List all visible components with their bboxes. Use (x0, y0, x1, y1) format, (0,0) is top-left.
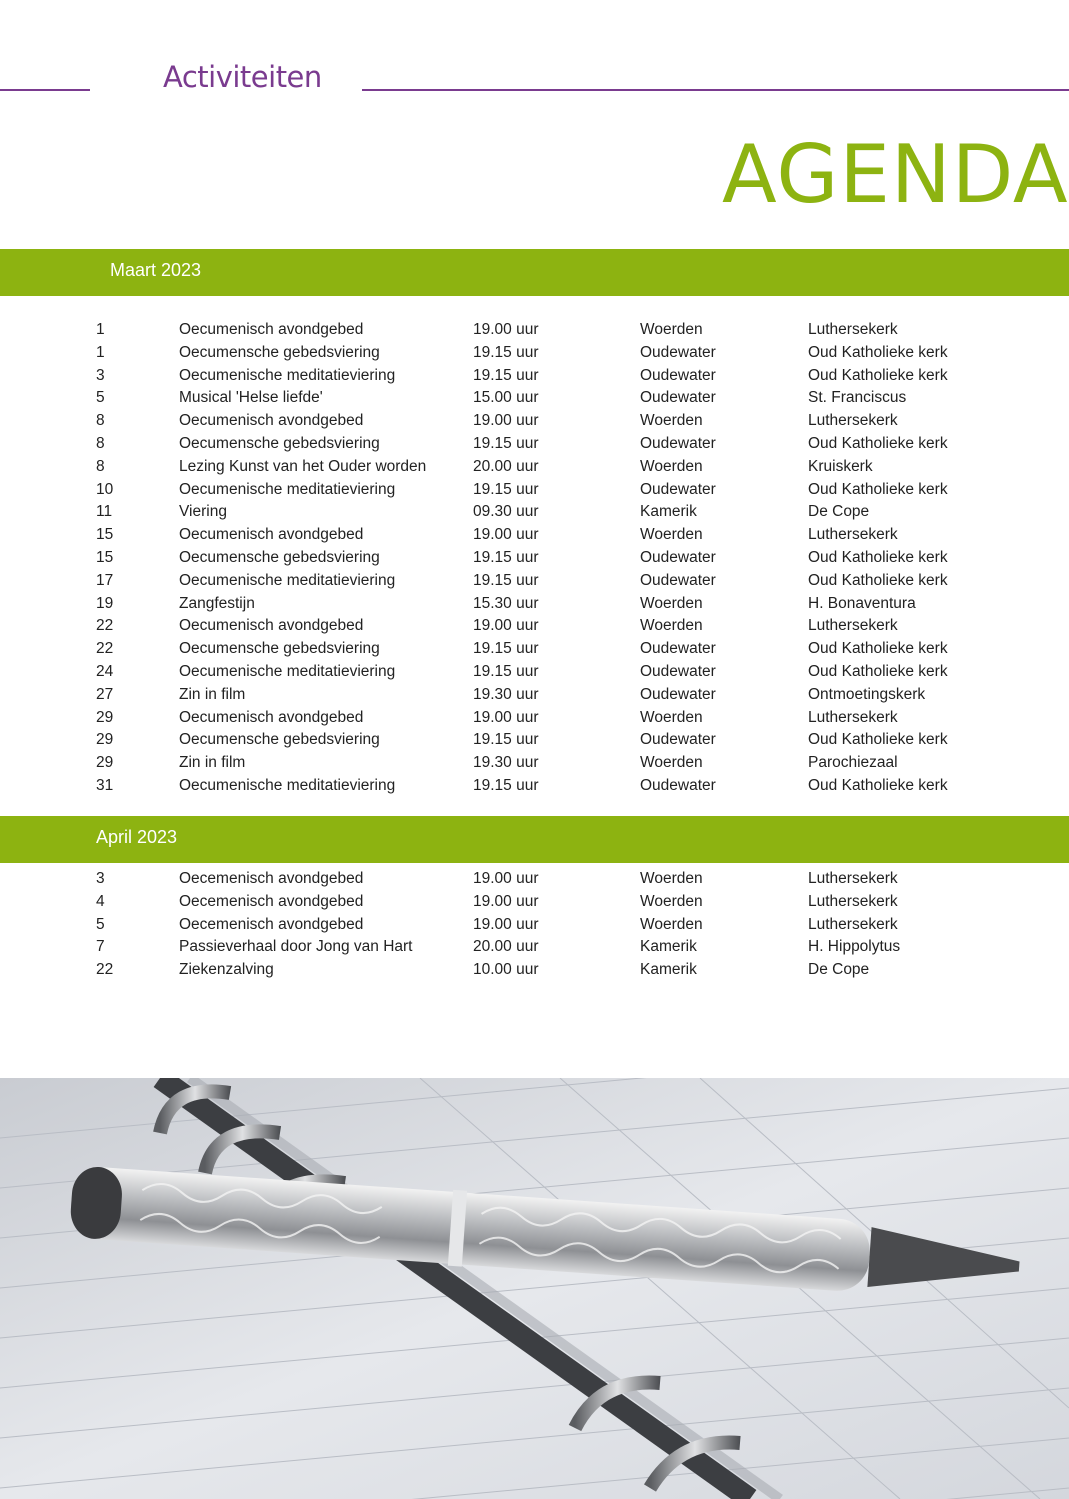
event-location: Oud Katholieke kerk (808, 640, 948, 658)
event-location: De Cope (808, 503, 870, 521)
event-title: Musical 'Helse liefde' (179, 389, 323, 407)
event-day: 15 (96, 526, 114, 544)
event-location: St. Franciscus (808, 389, 907, 407)
event-time: 19.30 uur (473, 685, 539, 703)
event-day: 7 (96, 938, 105, 956)
event-time: 19.00 uur (473, 526, 539, 544)
event-time: 15.30 uur (473, 594, 539, 612)
event-place: Woerden (640, 617, 703, 635)
event-title: Oecumenische meditatieviering (179, 366, 396, 384)
event-title: Viering (179, 503, 227, 521)
event-day: 3 (96, 870, 105, 887)
event-row (0, 595, 1069, 618)
event-row (0, 709, 1069, 732)
event-title: Oecemenisch avondgebed (179, 892, 364, 910)
event-day: 22 (96, 617, 114, 635)
event-day: 1 (96, 321, 105, 338)
event-time: 19.15 uur (473, 662, 539, 680)
event-day: 17 (96, 571, 114, 589)
event-title: Oecumenisch avondgebed (179, 526, 364, 544)
event-day: 3 (96, 366, 105, 384)
event-location: Oud Katholieke kerk (808, 343, 948, 361)
event-location: Luthersekerk (808, 617, 898, 635)
event-row (0, 572, 1069, 595)
event-location: Oud Katholieke kerk (808, 662, 948, 680)
event-place: Oudewater (640, 571, 716, 589)
event-location: Luthersekerk (808, 412, 898, 430)
event-location: Luthersekerk (808, 870, 898, 887)
event-location: Luthersekerk (808, 708, 898, 726)
event-title: Oecumenische meditatieviering (179, 571, 396, 589)
event-day: 19 (96, 594, 114, 612)
month-label: April 2023 (96, 827, 178, 847)
event-place: Oudewater (640, 548, 716, 566)
event-title: Oecumensche gebedsviering (179, 548, 380, 566)
event-row (0, 503, 1069, 526)
event-title: Oecumenisch avondgebed (179, 617, 364, 635)
event-location: H. Bonaventura (808, 594, 916, 612)
event-time: 19.15 uur (473, 548, 539, 566)
event-row (0, 777, 1069, 800)
event-day: 5 (96, 389, 105, 407)
event-day: 10 (96, 480, 114, 498)
event-row (0, 686, 1069, 709)
event-location: Oud Katholieke kerk (808, 548, 948, 566)
month-label: Maart 2023 (110, 260, 202, 280)
event-day: 15 (96, 548, 114, 566)
page-title: AGENDA (722, 128, 1069, 221)
event-row (0, 731, 1069, 754)
event-place: Woerden (640, 892, 703, 910)
event-row (0, 549, 1069, 572)
event-title: Zangfestijn (179, 594, 255, 612)
event-title: Oecumenische meditatieviering (179, 776, 396, 794)
event-title: Oecumensche gebedsviering (179, 731, 380, 749)
event-time: 19.15 uur (473, 776, 539, 794)
section-label: Activiteiten (163, 60, 322, 94)
event-day: 29 (96, 731, 114, 749)
event-title: Oecumenische meditatieviering (179, 480, 396, 498)
event-title: Zin in film (179, 754, 246, 772)
event-time: 19.15 uur (473, 343, 539, 361)
event-day: 4 (96, 892, 105, 910)
event-row (0, 344, 1069, 367)
event-day: 8 (96, 457, 105, 475)
event-place: Oudewater (640, 434, 716, 452)
event-location: Ontmoetingskerk (808, 685, 926, 703)
event-place: Woerden (640, 457, 703, 475)
event-day: 31 (96, 776, 114, 794)
event-row (0, 870, 1069, 893)
event-row (0, 640, 1069, 663)
event-place: Oudewater (640, 366, 716, 384)
event-location: Oud Katholieke kerk (808, 480, 948, 498)
event-place: Oudewater (640, 776, 716, 794)
event-time: 19.00 uur (473, 870, 539, 887)
month-band-april (0, 816, 1069, 863)
event-title: Oecumensche gebedsviering (179, 343, 380, 361)
march-events-table (0, 321, 1069, 800)
event-title: Oecumenisch avondgebed (179, 708, 364, 726)
event-row (0, 754, 1069, 777)
event-row (0, 435, 1069, 458)
event-location: Oud Katholieke kerk (808, 776, 948, 794)
event-place: Oudewater (640, 480, 716, 498)
event-row (0, 412, 1069, 435)
event-location: Oud Katholieke kerk (808, 434, 948, 452)
event-time: 19.15 uur (473, 366, 539, 384)
event-location: Oud Katholieke kerk (808, 571, 948, 589)
event-day: 8 (96, 412, 105, 430)
event-place: Woerden (640, 915, 703, 933)
event-day: 29 (96, 754, 114, 772)
event-row (0, 961, 1069, 984)
event-time: 19.00 uur (473, 617, 539, 635)
event-place: Oudewater (640, 685, 716, 703)
event-place: Oudewater (640, 662, 716, 680)
header-rule-left (0, 89, 90, 91)
planner-pen-photo (0, 1078, 1069, 1499)
event-title: Lezing Kunst van het Ouder worden (179, 457, 427, 475)
event-place: Oudewater (640, 343, 716, 361)
month-band-march (0, 249, 1069, 296)
event-time: 19.00 uur (473, 708, 539, 726)
event-title: Passieverhaal door Jong van Hart (179, 938, 413, 956)
event-place: Woerden (640, 594, 703, 612)
event-day: 1 (96, 343, 105, 361)
event-day: 11 (96, 503, 113, 521)
event-location: Oud Katholieke kerk (808, 731, 948, 749)
event-location: Luthersekerk (808, 526, 898, 544)
april-events-table (0, 870, 1069, 984)
event-location: Luthersekerk (808, 892, 898, 910)
event-day: 22 (96, 961, 114, 979)
event-row (0, 458, 1069, 481)
event-location: De Cope (808, 961, 870, 979)
event-time: 19.15 uur (473, 731, 539, 749)
event-place: Kamerik (640, 961, 697, 979)
event-row (0, 481, 1069, 504)
event-row (0, 916, 1069, 939)
event-location: H. Hippolytus (808, 938, 901, 956)
event-place: Kamerik (640, 503, 697, 521)
event-time: 19.15 uur (473, 571, 539, 589)
event-time: 19.00 uur (473, 915, 539, 933)
event-place: Woerden (640, 412, 703, 430)
event-row (0, 663, 1069, 686)
event-title: Oecemenisch avondgebed (179, 915, 364, 933)
event-row (0, 389, 1069, 412)
event-time: 19.00 uur (473, 892, 539, 910)
header-rule-right (362, 89, 1069, 91)
event-day: 24 (96, 662, 114, 680)
event-time: 19.15 uur (473, 434, 539, 452)
event-day: 27 (96, 685, 114, 703)
event-title: Zin in film (179, 685, 246, 703)
event-time: 09.30 uur (473, 503, 539, 521)
event-location: Parochiezaal (808, 754, 898, 772)
event-time: 19.00 uur (473, 321, 539, 338)
event-row (0, 526, 1069, 549)
event-place: Woerden (640, 708, 703, 726)
event-place: Kamerik (640, 938, 697, 956)
event-day: 8 (96, 434, 105, 452)
event-day: 22 (96, 640, 114, 658)
event-row (0, 367, 1069, 390)
event-title: Oecumensche gebedsviering (179, 640, 380, 658)
event-place: Woerden (640, 321, 703, 338)
event-place: Oudewater (640, 389, 716, 407)
event-time: 20.00 uur (473, 938, 539, 956)
event-day: 5 (96, 915, 105, 933)
event-place: Oudewater (640, 731, 716, 749)
event-place: Woerden (640, 754, 703, 772)
event-time: 19.15 uur (473, 640, 539, 658)
event-time: 10.00 uur (473, 961, 539, 979)
event-row (0, 938, 1069, 961)
event-row (0, 321, 1069, 344)
event-day: 29 (96, 708, 114, 726)
event-place: Woerden (640, 526, 703, 544)
event-title: Oecumenisch avondgebed (179, 412, 364, 430)
event-row (0, 893, 1069, 916)
event-place: Woerden (640, 870, 703, 887)
event-time: 20.00 uur (473, 457, 539, 475)
event-location: Luthersekerk (808, 915, 898, 933)
event-title: Oecumensche gebedsviering (179, 434, 380, 452)
event-time: 19.30 uur (473, 754, 539, 772)
event-place: Oudewater (640, 640, 716, 658)
event-location: Luthersekerk (808, 321, 898, 338)
event-location: Oud Katholieke kerk (808, 366, 948, 384)
event-time: 19.15 uur (473, 480, 539, 498)
event-title: Ziekenzalving (179, 961, 274, 979)
event-time: 19.00 uur (473, 412, 539, 430)
event-row (0, 617, 1069, 640)
event-title: Oecumenisch avondgebed (179, 321, 364, 338)
event-location: Kruiskerk (808, 457, 873, 475)
event-time: 15.00 uur (473, 389, 539, 407)
event-title: Oecemenisch avondgebed (179, 870, 364, 887)
event-title: Oecumenische meditatieviering (179, 662, 396, 680)
